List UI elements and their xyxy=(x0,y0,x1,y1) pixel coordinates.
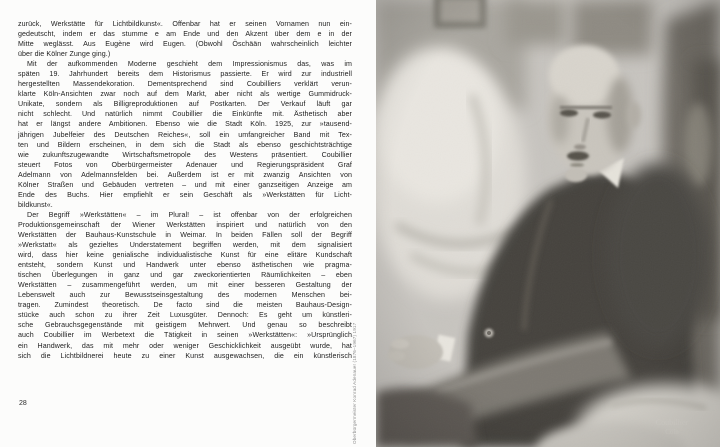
text-line: tragen. Zumindest theoretisch. De facto sind die meisten Bauhaus-Design- xyxy=(18,301,352,310)
text-line: zurück, Werkstätte für Lichtbildkunst«. Offenbar hat er seinen Vornamen nun ein- xyxy=(18,20,352,28)
text-line: späten 19. Jahrhundert bereits dem Historismus passierte. Er wird zur industriell xyxy=(18,70,352,79)
page-number: 28 xyxy=(19,400,27,407)
text-line: hergestellten Massendekoration. Dementsprechend sind Coubilliers verklärt verun- xyxy=(18,80,352,89)
portrait-photo xyxy=(376,0,720,447)
text-line: Unikate, sondern als Billigreproduktionen auf Postkarten. Der Verkauf läuft gar xyxy=(18,100,352,109)
vignette-overlay xyxy=(376,0,720,447)
text-line: steuert Fotos von Oberbürgermeister Adenauer und Regierungspräsident Graf xyxy=(18,160,352,169)
text-line: ten und Bildern erscheinen, in dem sich die Stadt als ebenso geschichtsträchtige xyxy=(18,140,352,149)
text-line: bildkunst«. xyxy=(18,200,53,209)
text-line: Mitte weglässt. Aus Eugène wird Eugen. (Obwohl Öschään wahrscheinlich leichter xyxy=(18,40,352,49)
text-line: sich die Lichtbildnerei heute zu einer Kunst ausgewachsen, die ein künstlerisch xyxy=(18,351,352,360)
text-line: Werkstätten – zusammengeführt werden, um mit einer besseren Gestaltung der xyxy=(18,281,352,290)
text-line: nicht schlecht. Und natürlich nimmt Coubillier die Einkünfte mit. Ästhetisch aber xyxy=(18,110,352,119)
text-line: hat er längst andere Ambitionen. Ebenso wie die Stadt Köln. 1925, zur »tausend- xyxy=(18,120,352,129)
text-line: klarte Köln-Ansichten zwar noch auf dem Markt, aber nicht als wertige Gummidruck- xyxy=(18,90,352,99)
text-line: Kölner Straßen und Gebäuden vertreten – und mit einer ganzseitigen Anzeige am xyxy=(18,180,352,189)
text-line: Werkstätten der Bauhaus-Kunstschule in Weimar. In beiden Fällen soll der Begriff xyxy=(18,230,352,239)
text-line: tischen Überlegungen in ganz und gar zweckorientierten Räumlichkeiten – eben xyxy=(18,271,352,280)
text-line: jährigen Jubelfeier des Deutschen Reiches«, soll ein umfangreicher Band mit Tex- xyxy=(18,130,352,139)
text-line: Ende des Buchs. Hier empfiehlt er sein Geschäft als »Werkstätten für Licht- xyxy=(18,190,352,199)
text-line: über die Kölner Zunge ging.) xyxy=(18,50,111,59)
text-line: Adelmann von Adelmannsfelden bei. Außerdem ist er mit zwanzig Ansichten von xyxy=(18,170,352,179)
photo-caption-vertical: Oberbürgermeister Konrad Adenauer (1876–1967) 1917 xyxy=(352,322,357,444)
text-line: entsteht, sondern Kunst und Handwerk unter ebenso ästhetischen wie pragma- xyxy=(18,261,352,270)
text-line: Mit der aufkommenden Moderne geschieht dem Impressionismus das, was im xyxy=(27,60,352,69)
portrait-photo-art xyxy=(376,0,720,447)
text-line: auch Coubillier im Werbetext die Tätigkeit in seinen »Werkstätten«: »Ursprünglich xyxy=(18,331,352,340)
text-line: wird, dass hier keine genialische individualistische Kunst für eine elitäre Kundschaft xyxy=(18,251,352,260)
text-line: wie zukunftszugewandte Wirtschaftsmetropole des Westens präsentiert. Coubillier xyxy=(18,150,352,159)
text-line: Lebenswelt auch zur Bewusstseinsgestaltung des modernen Menschen bei- xyxy=(18,291,352,300)
text-line: ein Handwerk, das mit mehr oder weniger Geschicklichkeit ausgeübt wurde, hat xyxy=(18,341,352,350)
text-line: Der Begriff »Werkstätten« – im Plural! – ist offenbar von der erfolgreichen xyxy=(27,210,352,219)
text-line: sche Gebrauchsgegenstände mit geistigem Mehrwert. Und genau so beschreibt xyxy=(18,321,352,330)
text-line: stücke auch schon zu ihrer Zeit Luxusgüter. Dennoch: Es geht um künstleri- xyxy=(18,311,352,320)
text-line: Produktionsgemeinschaft der Wiener Werkstätten inspiriert und natürlich von den xyxy=(18,220,352,229)
text-line: »Werkstatt« als gezieltes Understatement begriffen werden, mit dem signalisiert xyxy=(18,241,352,250)
text-line: gedeutscht, indem er das stumme e am Ende und den Akzent über dem e in der xyxy=(18,30,352,39)
body-text xyxy=(18,19,352,361)
